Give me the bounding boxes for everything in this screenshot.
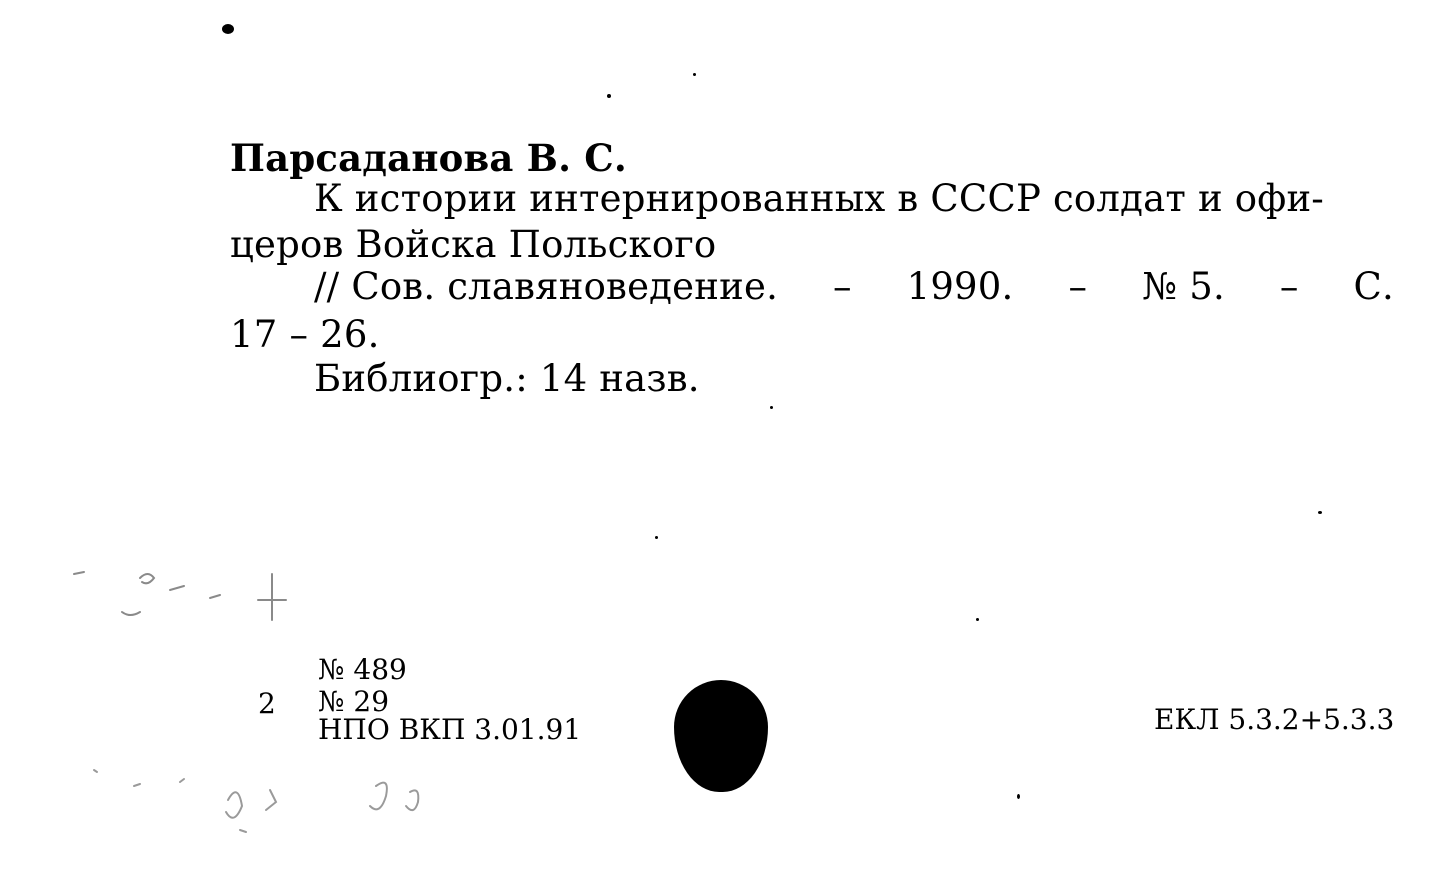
- scan-speck: [976, 618, 979, 621]
- source-dash-3: –: [1279, 265, 1299, 308]
- scan-speck: [607, 94, 611, 98]
- scan-speck: [222, 24, 234, 34]
- punch-hole: [674, 680, 768, 792]
- catalog-number-2: № 29: [318, 685, 390, 718]
- journal-name: Сов. славяноведение.: [351, 265, 779, 308]
- pencil-scribble: [60, 560, 310, 630]
- source-year: 1990.: [906, 265, 1014, 308]
- source-pages: 17 – 26.: [230, 313, 380, 356]
- scan-speck: [655, 536, 658, 539]
- scan-speck: [1318, 511, 1322, 514]
- pencil-scribble: [80, 760, 460, 850]
- source-dash-1: –: [832, 265, 852, 308]
- title-line-1: [314, 177, 1394, 220]
- title-text-1: К истории интернированных в СССР солдат и офи-: [314, 177, 1325, 220]
- source-issue: № 5.: [1142, 265, 1225, 308]
- source-prefix: // Сов. славяноведение.: [314, 265, 779, 308]
- title-line-2: церов Войска Польского: [230, 223, 717, 266]
- copies-count: 2: [258, 687, 276, 720]
- author-name: Парсаданова В. С.: [230, 136, 628, 180]
- scan-speck: [770, 406, 773, 409]
- scan-speck: [693, 73, 696, 76]
- scan-speck: [1017, 794, 1020, 799]
- source-dash-2: –: [1068, 265, 1088, 308]
- classification-code: ЕКЛ 5.3.2+5.3.3: [1154, 703, 1395, 736]
- catalog-number-1: № 489: [318, 653, 407, 686]
- source-line: [314, 265, 1394, 308]
- source-pages-label: С.: [1353, 265, 1394, 308]
- org-and-date: НПО ВКП 3.01.91: [318, 713, 582, 746]
- bibliography-note: Библиогр.: 14 назв.: [314, 357, 700, 400]
